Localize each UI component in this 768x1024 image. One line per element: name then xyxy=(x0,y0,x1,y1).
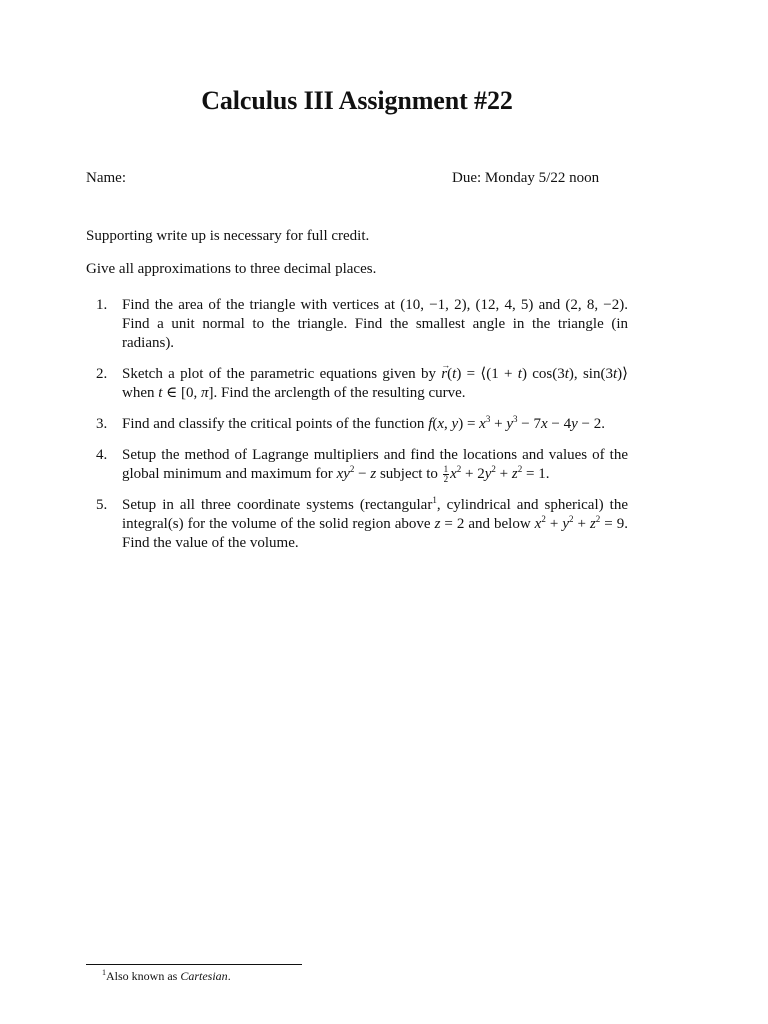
problem-3 xyxy=(86,415,628,434)
problem-4 xyxy=(86,446,628,484)
problem-number: 5. xyxy=(96,497,108,514)
instruction-approximations: Give all approximations to three decimal places. xyxy=(86,261,377,277)
problem-1 xyxy=(86,296,628,353)
fraction-one-half: $\frac{1}{2}$ xyxy=(443,464,449,485)
problem-text: Find and classify the critical points of the function f(x, $y) = x^3 + y^3 - 7x - 4y - 2$. xyxy=(122,414,605,432)
footnote-text: Also known as xyxy=(106,969,181,983)
problem-text: Setup the method of Lagrange multipliers and find the locations and values of the global minimum and maximum for $xy^2 - z$ subject to $\frac{1}{2}$ $x^2 + 2y^2 + z^2 = 1$. xyxy=(122,447,628,485)
due-date-label: Due: Monday 5/22 noon xyxy=(452,170,600,186)
problem-2 xyxy=(86,365,628,403)
footnote-emphasis: Cartesian xyxy=(180,969,228,983)
problem-number: 3. xyxy=(96,416,108,432)
instruction-writeup: Supporting write up is necessary for full credit. xyxy=(86,228,370,244)
problem-number: 2. xyxy=(96,366,108,382)
footnote xyxy=(102,969,231,984)
problem-number: 4. xyxy=(96,447,108,463)
footnote-end: . xyxy=(227,969,231,983)
problem-text: Sketch a plot of the parametric equations given by → r(t) = ⟨(1 + t) cos(3t), sin(3t)⟩ when t ∈ [0, π]. Find the arclength of the resulting curve. xyxy=(122,365,628,403)
footnote-marker: 1 xyxy=(102,968,106,977)
problem-5 xyxy=(86,496,628,553)
footnote-divider xyxy=(86,964,302,965)
name-label: Name: xyxy=(86,170,126,186)
problem-text: Find the area of the triangle with vertices at (10, −1, 2), (12, 4, 5) and (2, 8, −2). Find a unit normal to the triangle. Find the smallest angle in the triangle (in radians). xyxy=(122,297,628,351)
problem-number: 1. xyxy=(96,297,108,313)
problem-list xyxy=(86,296,628,565)
page-title: Calculus III Assignment #22 xyxy=(201,86,513,115)
problem-text: Setup in all three coordinate systems (rectangular$^1$, cylindrical and spherical) the integral(s) for the volume of the solid region above z = 2 and below $x^2 + y^2 + z^2 = 9$. Find the value of the volume. xyxy=(122,495,629,552)
